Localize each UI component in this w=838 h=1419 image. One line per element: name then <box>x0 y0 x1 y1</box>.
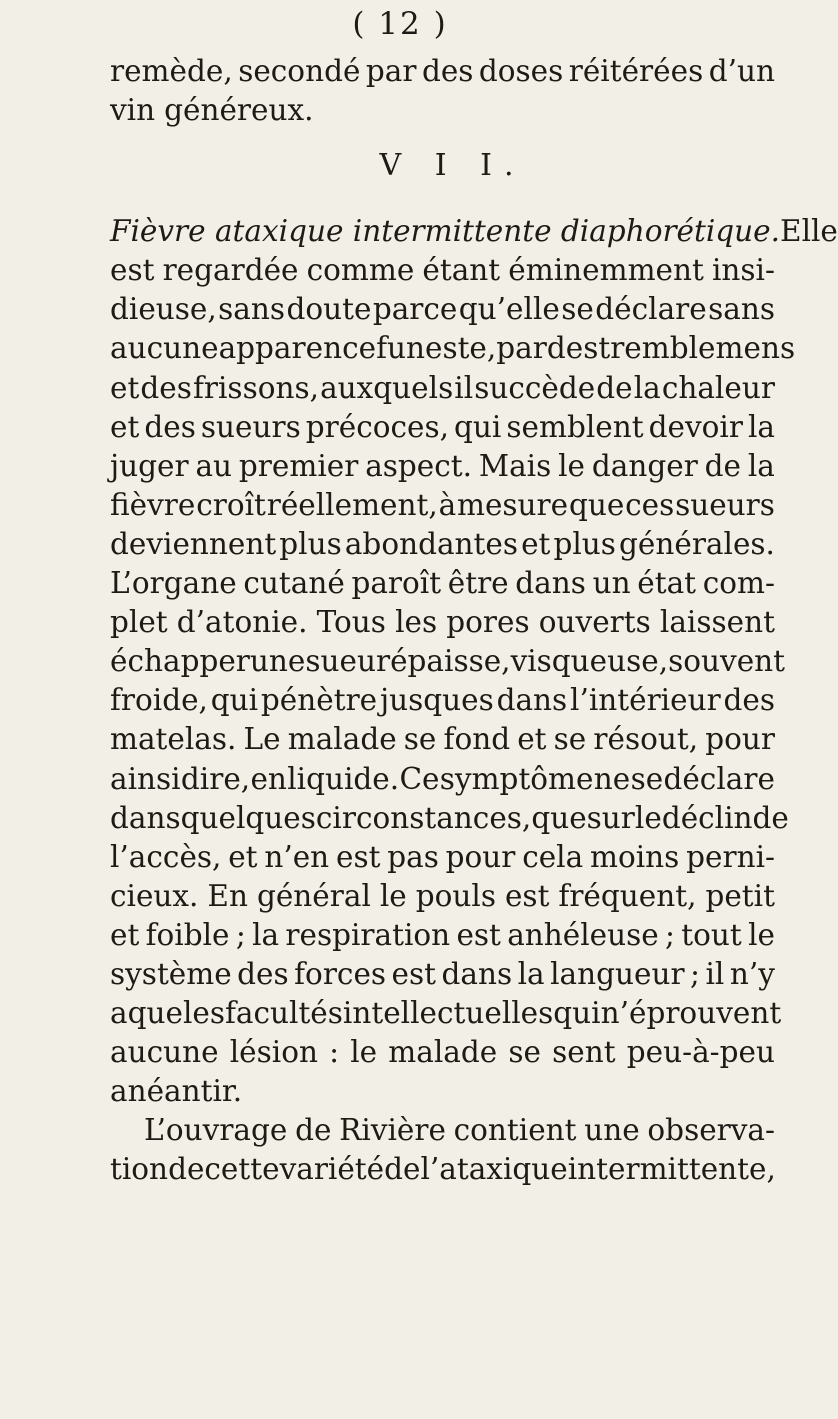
line-word: le <box>634 800 662 835</box>
line-word: contient <box>453 1113 577 1148</box>
line-word: des <box>237 956 289 991</box>
line-word: : <box>329 1035 340 1070</box>
line-word: souvent <box>668 644 786 679</box>
line-word: secondé <box>238 54 361 88</box>
line-word: Rivière <box>339 1113 446 1148</box>
line-word: ; <box>235 917 246 952</box>
line-word: Ce <box>399 761 440 796</box>
line-word: et <box>521 526 551 561</box>
line-word: pour <box>705 722 775 757</box>
line-word: l’accès, <box>110 839 222 874</box>
line-word: cela <box>522 839 584 874</box>
line-word: pour <box>445 839 516 874</box>
line-word: résout, <box>593 722 699 757</box>
line-word: éminemment <box>508 253 704 288</box>
line-word: précoces, <box>305 409 449 444</box>
text-line <box>110 525 775 564</box>
line-word: la <box>747 409 775 444</box>
line-word: L’ouvrage <box>144 1113 288 1148</box>
line-word: est <box>504 878 550 913</box>
line-word: pores <box>446 605 530 640</box>
line-word: et <box>110 917 140 952</box>
line-word: déclin <box>661 800 753 835</box>
line-word: en <box>250 761 287 796</box>
line-word: sent <box>552 1035 616 1070</box>
line-word: se <box>508 1035 541 1070</box>
line-word: à <box>438 487 457 522</box>
line-word: variété <box>279 1152 385 1187</box>
line-word: ces <box>625 487 675 522</box>
line-word: frissons, <box>192 370 319 405</box>
line-word: épaisse, <box>390 644 511 679</box>
text-block <box>110 52 838 1190</box>
line-word: plet <box>110 605 168 640</box>
line-word: les <box>182 996 225 1031</box>
line-word: mesure <box>456 487 569 522</box>
line-word: qui <box>210 683 259 718</box>
line-word: être <box>447 566 509 601</box>
line-word: de <box>596 370 633 405</box>
line-word: funeste, <box>376 331 497 366</box>
line-word: respiration <box>285 917 451 952</box>
text-line <box>110 720 775 759</box>
text-line <box>110 1111 775 1150</box>
line-word: visqueuse, <box>510 644 669 679</box>
line-word: qu’elle <box>458 292 560 327</box>
text-line <box>110 486 775 525</box>
line-word: un <box>592 566 631 601</box>
line-word: le <box>350 1035 378 1070</box>
line-word: étant <box>422 253 501 288</box>
text-line <box>110 447 775 486</box>
line-word: au <box>195 448 233 483</box>
line-word: sueurs <box>675 487 775 522</box>
line-word: chaleur <box>661 370 775 405</box>
line-word: regardée <box>162 253 299 288</box>
line-word: facultés <box>224 996 343 1031</box>
line-word: forces <box>294 956 387 991</box>
line-word: échapper <box>110 644 250 679</box>
line-word: laissent <box>659 605 775 640</box>
line-word: liquide. <box>287 761 400 796</box>
line-word: se <box>561 292 594 327</box>
line-word: anhéleuse <box>507 917 659 952</box>
text-line <box>110 251 775 290</box>
line-word: froide, <box>110 683 208 718</box>
line-word: quelques <box>180 800 316 835</box>
line-word: n’en <box>264 839 330 874</box>
line-word: sueurs <box>200 409 301 444</box>
line-word: est <box>335 839 381 874</box>
line-word: que <box>568 487 625 522</box>
line-word: que <box>127 996 183 1031</box>
text-line <box>110 1150 775 1189</box>
line-word: des <box>421 54 474 88</box>
line-word: intellectuelles <box>342 996 554 1031</box>
line-word: réitérées <box>568 54 704 88</box>
line-word: une <box>249 644 306 679</box>
line-word: n’éprouvent <box>600 996 782 1031</box>
line-word: jusques <box>379 683 494 718</box>
line-word: pénètre <box>260 683 378 718</box>
line-word: apparence <box>218 331 377 366</box>
line-word: le <box>558 448 586 483</box>
line-word: des <box>144 409 196 444</box>
page-number: ( 12 ) <box>352 6 448 42</box>
text-line <box>110 1033 775 1072</box>
line-word: dans <box>515 566 586 601</box>
line-word: aucune <box>110 331 219 366</box>
line-word: dans <box>441 956 513 991</box>
line-word: n’y <box>729 956 775 991</box>
line-word: système <box>110 956 232 991</box>
line-word: qui <box>454 409 502 444</box>
line-word: il <box>454 370 474 405</box>
line-word: plus <box>553 526 616 561</box>
line-word: symptôme <box>439 761 594 796</box>
line-word: de <box>168 1152 205 1187</box>
line-word: observa- <box>647 1113 775 1148</box>
line-word: semblent <box>506 409 644 444</box>
line-word: langueur <box>550 956 685 991</box>
line-word: cette <box>204 1152 280 1187</box>
line-word: une <box>584 1113 640 1148</box>
line-word: matelas. <box>110 722 237 757</box>
line-word: comme <box>306 253 415 288</box>
line-word: l’intérieur <box>570 683 721 718</box>
line-word: dans <box>110 800 181 835</box>
text-line <box>110 760 775 799</box>
line-word: Elle <box>780 214 838 249</box>
heading-spacer <box>110 202 775 212</box>
line-word: aspect. <box>365 448 473 483</box>
line-word: ouverts <box>538 605 651 640</box>
text-line <box>110 916 775 955</box>
text-line <box>110 91 775 130</box>
line-word: cieux. <box>110 878 199 913</box>
text-line <box>110 329 796 368</box>
line-word: la <box>633 370 661 405</box>
line-word: est <box>391 956 436 991</box>
line-word: sans <box>708 292 775 327</box>
text-line <box>110 369 775 408</box>
line-word: L’organe <box>110 566 237 601</box>
text-line <box>110 642 786 681</box>
line-word: dans <box>496 683 568 718</box>
line-word: générales. <box>619 526 775 561</box>
line-word: fièvre <box>110 487 196 522</box>
line-word: la <box>517 956 545 991</box>
line-word: a <box>110 996 128 1031</box>
line-word: doute <box>286 292 372 327</box>
line-word: ainsi <box>110 761 181 796</box>
line-word: par <box>496 331 547 366</box>
line-word: de <box>704 448 741 483</box>
line-word: l’ataxique <box>420 1152 568 1187</box>
line-word: pas <box>387 839 439 874</box>
line-word: sans <box>218 292 286 327</box>
line-word: le <box>379 878 407 913</box>
line-word: juger <box>110 448 189 483</box>
text-line <box>110 838 775 877</box>
line-word: paroît <box>351 566 442 601</box>
line-word: est <box>456 917 501 952</box>
line-word: sur <box>586 800 635 835</box>
line-word: En <box>207 878 248 913</box>
line-word: sueur <box>305 644 391 679</box>
section-heading: V I I. <box>379 148 526 184</box>
line-word: insi- <box>711 253 775 288</box>
line-word: petit <box>705 878 775 913</box>
text-line <box>110 799 789 838</box>
line-word: par <box>365 54 417 88</box>
line-word: et <box>517 722 547 757</box>
line-word: tremblemens <box>598 331 796 366</box>
line-word: aucune <box>110 1035 219 1070</box>
line-word: la <box>747 448 775 483</box>
line-word: cutané <box>243 566 345 601</box>
line-word: remède, <box>110 54 233 88</box>
line-word: généreux. <box>164 93 314 128</box>
line-word: devoir <box>648 409 743 444</box>
line-word: peu-à-peu <box>626 1035 775 1070</box>
text-line <box>110 955 775 994</box>
line-word: fréquent, <box>558 878 697 913</box>
line-word: des <box>723 683 775 718</box>
line-word: et <box>110 409 140 444</box>
text-line <box>110 52 775 91</box>
line-word: succède <box>474 370 596 405</box>
text-line <box>110 564 775 603</box>
line-word: il <box>705 956 725 991</box>
line-word: deviennent <box>110 526 277 561</box>
line-word: abondantes <box>344 526 518 561</box>
line-word: com- <box>702 566 775 601</box>
line-word: tout <box>681 917 742 952</box>
line-word: premier <box>238 448 359 483</box>
line-word: perni- <box>686 839 775 874</box>
text-line <box>110 1072 775 1111</box>
line-word: dire, <box>180 761 251 796</box>
line-word: doses <box>478 54 564 88</box>
line-word: intermittente, <box>567 1152 776 1187</box>
line-word: les <box>395 605 438 640</box>
text-line <box>110 290 775 329</box>
line-word: de <box>384 1152 421 1187</box>
line-word: général <box>256 878 371 913</box>
line-word: croît <box>196 487 266 522</box>
text-line <box>110 408 775 447</box>
line-word: d’un <box>708 54 775 88</box>
line-word: se <box>630 761 664 796</box>
line-word: fond <box>443 722 511 757</box>
line-word: auxquels <box>320 370 454 405</box>
line-word: que <box>531 800 587 835</box>
line-word: anéantir. <box>110 1074 243 1109</box>
text-line <box>110 603 775 642</box>
line-word: de <box>295 1113 332 1148</box>
line-word: déclare <box>595 292 707 327</box>
text-line <box>110 994 782 1033</box>
line-word: le <box>748 917 775 952</box>
body-paragraph <box>110 212 838 1111</box>
line-word: circonstances, <box>315 800 532 835</box>
line-word: se <box>403 722 437 757</box>
line-word: pouls <box>415 878 496 913</box>
line-word: qui <box>553 996 601 1031</box>
line-word: dieuse, <box>110 292 217 327</box>
line-word: déclare <box>663 761 775 796</box>
text-line <box>110 681 775 720</box>
line-word: parce <box>372 292 458 327</box>
intro-paragraph <box>110 52 775 130</box>
line-word: moins <box>590 839 680 874</box>
line-word: est <box>110 253 155 288</box>
line-word: tion <box>110 1152 169 1187</box>
text-line <box>110 212 838 251</box>
line-word: lésion <box>229 1035 318 1070</box>
line-word: la <box>252 917 280 952</box>
line-word: des <box>546 331 599 366</box>
line-word: Tous <box>316 605 386 640</box>
line-word: ; <box>665 917 675 952</box>
line-word: ne <box>593 761 631 796</box>
text-line <box>110 877 775 916</box>
line-word: danger <box>591 448 698 483</box>
line-word: plus <box>279 526 342 561</box>
line-word: Le <box>243 722 281 757</box>
line-word: état <box>637 566 697 601</box>
line-word: vin <box>110 93 156 128</box>
line-word: malade <box>287 722 397 757</box>
section-title: Fièvre ataxique intermittente diaphorétique. <box>110 214 781 249</box>
line-word: ; <box>690 956 700 991</box>
line-word: réellement, <box>266 487 438 522</box>
line-word: et <box>110 370 140 405</box>
line-word: des <box>140 370 192 405</box>
line-word: d’atonie. <box>176 605 308 640</box>
line-word: foible <box>145 917 230 952</box>
line-word: se <box>553 722 587 757</box>
line-word: de <box>752 800 789 835</box>
line-word: Mais <box>478 448 552 483</box>
line-word: et <box>228 839 258 874</box>
line-word: malade <box>388 1035 498 1070</box>
second-paragraph <box>110 1111 775 1189</box>
